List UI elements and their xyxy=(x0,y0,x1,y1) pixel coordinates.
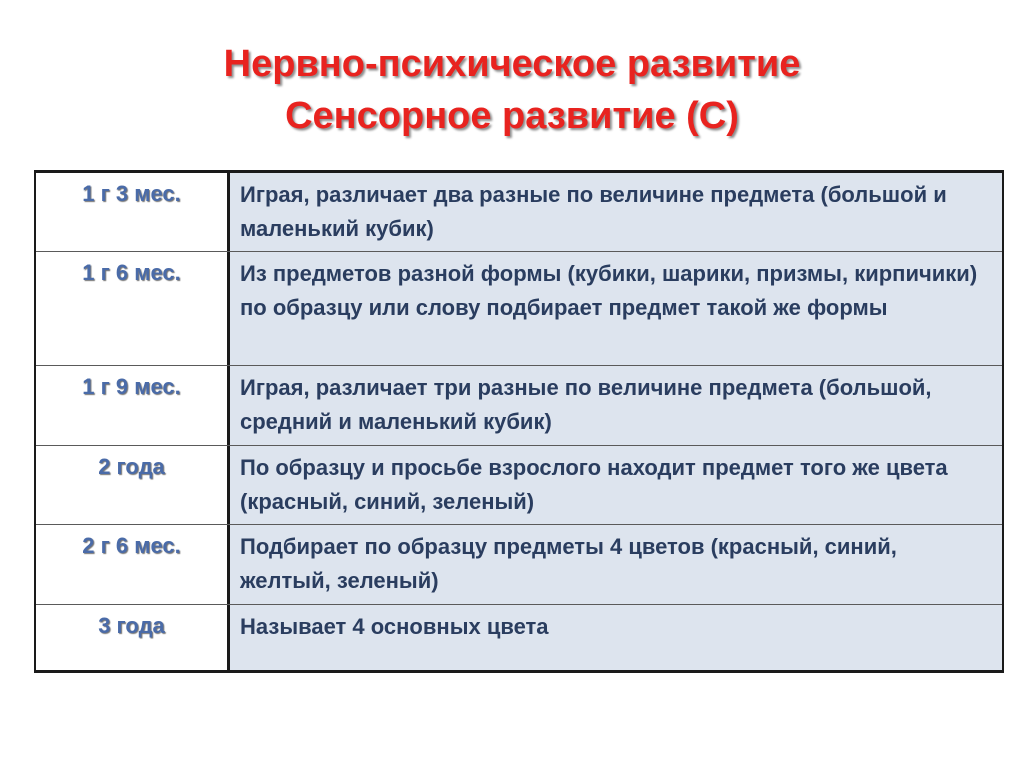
title-line-1: Нервно-психическое развитие xyxy=(223,43,801,85)
table-row xyxy=(36,525,1002,605)
development-table xyxy=(34,170,1004,673)
table-row xyxy=(36,366,1002,446)
table-row xyxy=(36,252,1002,366)
description-cell: Играя, различает два разные по величине предмета (большой и маленький кубик) xyxy=(230,173,1002,251)
age-cell: 2 года xyxy=(36,446,230,524)
table-row xyxy=(36,446,1002,525)
description-cell: Из предметов разной формы (кубики, шарики, призмы, кирпичики) по образцу или слову подбирает предмет такой же формы xyxy=(230,252,1002,365)
age-cell: 1 г 3 мес. xyxy=(36,173,230,251)
age-cell: 2 г 6 мес. xyxy=(36,525,230,604)
description-cell: Подбирает по образцу предметы 4 цветов (красный, синий, желтый, зеленый) xyxy=(230,525,1002,604)
description-cell: По образцу и просьбе взрослого находит предмет того же цвета (красный, синий, зеленый) xyxy=(230,446,1002,524)
slide-title xyxy=(0,38,1024,142)
age-cell: 3 года xyxy=(36,605,230,670)
table-row xyxy=(36,605,1002,670)
age-cell: 1 г 9 мес. xyxy=(36,366,230,445)
table-row xyxy=(36,173,1002,252)
age-cell: 1 г 6 мес. xyxy=(36,252,230,365)
description-cell: Называет 4 основных цвета xyxy=(230,605,1002,670)
description-cell: Играя, различает три разные по величине предмета (большой, средний и маленький кубик) xyxy=(230,366,1002,445)
title-line-2: Сенсорное развитие (С) xyxy=(285,95,739,137)
